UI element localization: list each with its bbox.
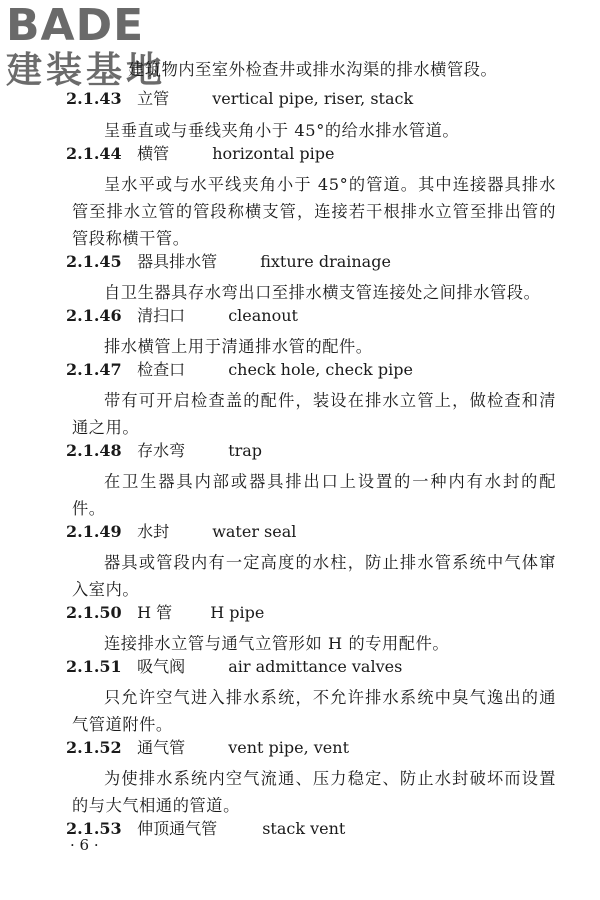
- term-heading: [66, 738, 349, 758]
- term-chinese: H 管: [137, 603, 173, 622]
- term-heading: [66, 89, 413, 109]
- logo-text-cn: 建装基地: [6, 50, 167, 91]
- term-number: 2.1.47: [66, 360, 122, 379]
- term-number: 2.1.52: [66, 738, 122, 757]
- term-definition: 呈水平或与水平线夹角小于 45°的管道。其中连接器具排水管至排水立管的管段称横支管，连接若干根排水立管至排出管的管段称横干管。: [72, 175, 556, 248]
- term-english: stack vent: [262, 819, 346, 838]
- term-chinese: 伸顶通气管: [137, 819, 218, 838]
- term-english: water seal: [212, 522, 297, 541]
- term-definition: 只允许空气进入排水系统，不允许排水系统中臭气逸出的通气管道附件。: [72, 688, 556, 734]
- logo-text-en: BADE: [6, 0, 145, 51]
- term-chinese: 水封: [137, 522, 170, 541]
- term-number: 2.1.45: [66, 252, 122, 271]
- term-heading: [66, 819, 345, 839]
- term-english: H pipe: [210, 603, 265, 622]
- page-number: · 6 ·: [70, 836, 99, 854]
- term-heading: [66, 144, 335, 164]
- term-number: 2.1.48: [66, 441, 122, 460]
- term-chinese: 立管: [137, 89, 170, 108]
- term-chinese: 清扫口: [137, 306, 186, 325]
- term-definition: 自卫生器具存水弯出口至排水横支管连接处之间排水管段。: [104, 283, 541, 302]
- continued-definition: 建筑物内至室外检查井或排水沟渠的排水横管段。: [128, 60, 498, 79]
- term-heading: [66, 603, 264, 623]
- term-number: 2.1.44: [66, 144, 122, 163]
- term-heading: [66, 657, 402, 677]
- term-heading: [66, 441, 262, 461]
- term-heading: [66, 306, 298, 326]
- term-english: vent pipe, vent: [228, 738, 349, 757]
- term-chinese: 横管: [137, 144, 170, 163]
- term-chinese: 通气管: [137, 738, 186, 757]
- term-english: horizontal pipe: [212, 144, 335, 163]
- term-english: air admittance valves: [228, 657, 403, 676]
- term-number: 2.1.49: [66, 522, 122, 541]
- term-number: 2.1.46: [66, 306, 122, 325]
- term-chinese: 检查口: [137, 360, 186, 379]
- term-number: 2.1.51: [66, 657, 122, 676]
- term-definition: 带有可开启检查盖的配件，装设在排水立管上，做检查和清通之用。: [72, 391, 556, 437]
- term-number: 2.1.43: [66, 89, 122, 108]
- term-definition: 为使排水系统内空气流通、压力稳定、防止水封破坏而设置的与大气相通的管道。: [72, 769, 556, 815]
- term-english: check hole, check pipe: [228, 360, 413, 379]
- term-english: fixture drainage: [260, 252, 391, 271]
- term-definition: 连接排水立管与通气立管形如 H 的专用配件。: [104, 634, 450, 653]
- term-definition: 呈垂直或与垂线夹角小于 45°的给水排水管道。: [104, 121, 460, 140]
- term-heading: [66, 522, 296, 542]
- term-chinese: 存水弯: [137, 441, 186, 460]
- term-heading: [66, 252, 391, 272]
- term-definition: 器具或管段内有一定高度的水柱，防止排水管系统中气体窜入室内。: [72, 553, 556, 599]
- term-definition: 在卫生器具内部或器具排出口上设置的一种内有水封的配件。: [72, 472, 556, 518]
- term-english: cleanout: [228, 306, 298, 325]
- term-english: vertical pipe, riser, stack: [212, 89, 414, 108]
- term-heading: [66, 360, 413, 380]
- term-definition: 排水横管上用于清通排水管的配件。: [104, 337, 373, 356]
- term-chinese: 吸气阀: [137, 657, 186, 676]
- term-number: 2.1.50: [66, 603, 122, 622]
- term-chinese: 器具排水管: [137, 252, 218, 271]
- term-english: trap: [228, 441, 263, 460]
- term-number: 2.1.53: [66, 819, 122, 838]
